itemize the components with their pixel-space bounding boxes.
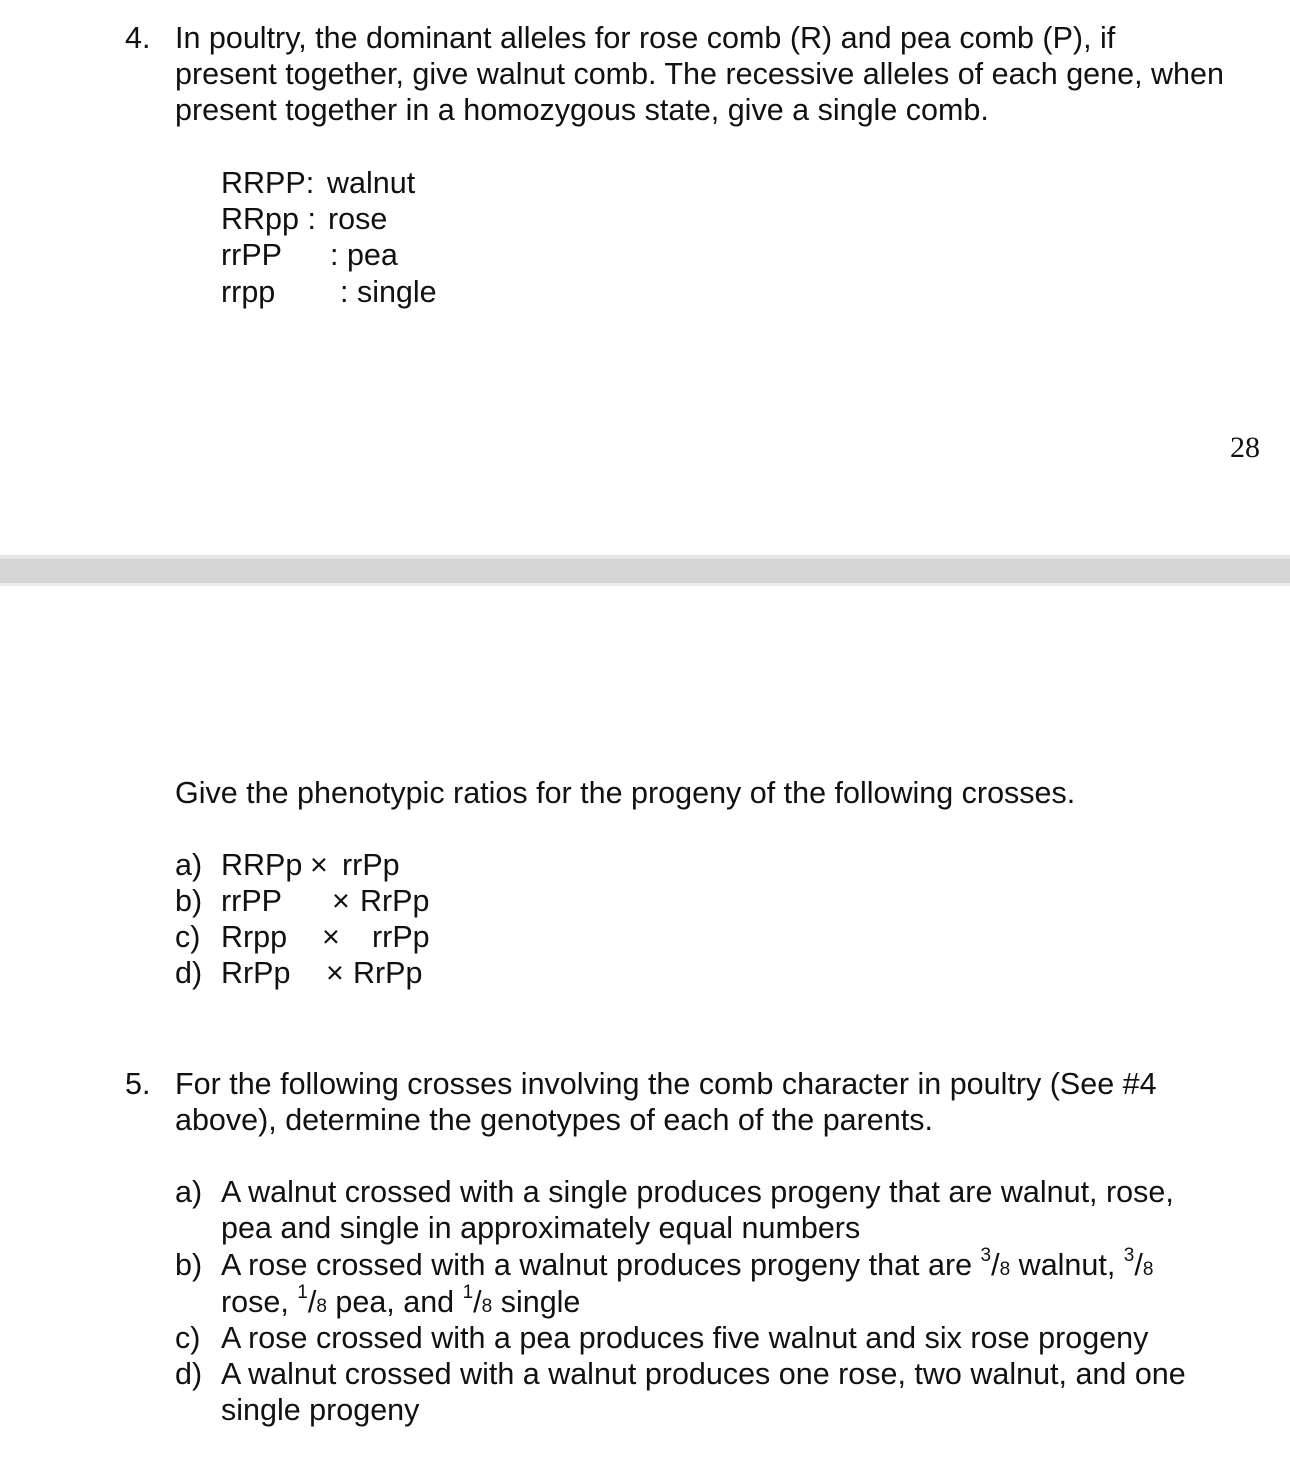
item-label: d) [175, 1357, 203, 1391]
genotype: RRpp : [221, 202, 316, 236]
phenotype: : single [340, 275, 437, 309]
page-break-separator [0, 559, 1290, 583]
cross-symbol: × [332, 884, 350, 918]
genotype: rrpp [221, 275, 276, 309]
cross-parent-1: rrPP [221, 884, 282, 918]
cross-parent-2: RrPp [360, 884, 430, 918]
cross-symbol: × [310, 848, 328, 882]
item-label: b) [175, 1248, 203, 1282]
fraction-numerator: 1 [462, 1282, 474, 1303]
cross-label: d) [175, 956, 203, 990]
item-text: single [492, 1285, 581, 1319]
cross-parent-1: Rrpp [221, 920, 288, 954]
item-text: A rose crossed with a walnut produces progeny that are [221, 1248, 981, 1282]
cross-parent-1: RRPp [221, 848, 303, 882]
page-number: 28 [1230, 431, 1260, 464]
cross-parent-2: rrPp [372, 920, 430, 954]
phenotype: rose [328, 202, 388, 236]
cross-label: c) [175, 920, 201, 954]
question-4-text-line-3: present together in a homozygous state, give a single comb. [175, 93, 989, 127]
fraction-denominator: 8 [481, 1296, 493, 1317]
item-label: a) [175, 1175, 203, 1209]
genotype: rrPP [221, 238, 282, 272]
question-5-text-line-1: For the following crosses involving the comb character in poultry (See #4 [175, 1067, 1157, 1101]
question-5-text-line-2: above), determine the genotypes of each of the parents. [175, 1103, 933, 1137]
cross-symbol: × [326, 956, 344, 990]
phenotype: : pea [330, 238, 398, 272]
item-text: walnut, [1010, 1248, 1124, 1282]
cross-parent-2: rrPp [342, 848, 400, 882]
phenotype: walnut [327, 166, 416, 200]
item-text-line: rose, $^1$/8 pea, and $^1$/8 single [221, 1282, 581, 1319]
item-text: pea, and [326, 1285, 463, 1319]
cross-label: b) [175, 884, 203, 918]
crosses-instruction: Give the phenotypic ratios for the progeny of the following crosses. [175, 776, 1076, 810]
cross-parent-2: RrPp [353, 956, 423, 990]
fraction-numerator: 3 [980, 1245, 992, 1266]
fraction-denominator: 8 [999, 1259, 1011, 1280]
cross-label: a) [175, 848, 203, 882]
question-4-text-line-2: present together, give walnut comb. The recessive alleles of each gene, when [175, 57, 1224, 91]
item-text-line: A walnut crossed with a walnut produces one rose, two walnut, and one [221, 1357, 1186, 1391]
question-4-text-line-1: In poultry, the dominant alleles for rose comb (R) and pea comb (P), if [175, 21, 1116, 55]
fraction-denominator: 8 [1142, 1259, 1154, 1280]
item-label: c) [175, 1321, 201, 1355]
cross-symbol: × [322, 920, 340, 954]
fraction-denominator: 8 [316, 1296, 327, 1317]
item-text-line: A walnut crossed with a single produces progeny that are walnut, rose, [221, 1175, 1174, 1209]
item-text-line: single progeny [221, 1393, 420, 1427]
fraction-numerator: 3 [1123, 1245, 1135, 1266]
question-4-number: 4. [125, 21, 151, 55]
fraction-numerator: 1 [297, 1282, 308, 1303]
cross-parent-1: RrPp [221, 956, 291, 990]
question-5-number: 5. [125, 1067, 151, 1101]
page-break-shadow [0, 583, 1290, 586]
item-text-line: A rose crossed with a walnut produces progeny that are $^3$/8 walnut, $^3$/8 [221, 1245, 1154, 1282]
item-text: rose, [221, 1285, 298, 1319]
genotype: RRPP: [221, 166, 315, 200]
item-text-line: A rose crossed with a pea produces five walnut and six rose progeny [221, 1321, 1149, 1355]
item-text-line: pea and single in approximately equal numbers [221, 1211, 861, 1245]
